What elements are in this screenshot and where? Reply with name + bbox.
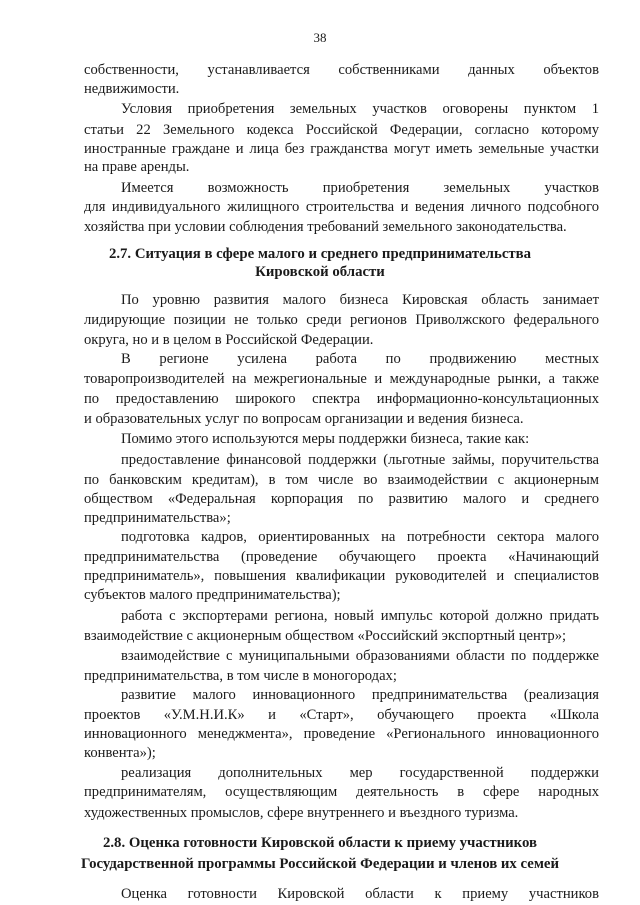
paragraph-line: собственности, устанавливается собственниками данных объектов <box>84 62 599 78</box>
page-number: 38 <box>313 30 327 45</box>
paragraph-line: развитие малого инновационного предпринимательства (реализация <box>121 687 599 703</box>
paragraph-line: субъектов малого предпринимательства); <box>84 587 341 603</box>
paragraph-line: лидирующие позиции не только среди регионов Приволжского федерального <box>84 312 599 328</box>
paragraph-line: По уровню развития малого бизнеса Кировская область занимает <box>121 292 599 308</box>
paragraph-line: округа, но и в целом в Российской Федерации. <box>84 332 374 348</box>
paragraph-line: статьи 22 Земельного кодекса Российской Федерации, согласно которому <box>84 122 599 138</box>
paragraph-line: работа с экспортерами региона, новый импульс которой должно придать <box>121 608 599 624</box>
paragraph-line: на праве аренды. <box>84 159 190 175</box>
paragraph-line: предоставление финансовой поддержки (льготные займы, поручительства <box>121 452 599 468</box>
paragraph-line: инновационного менеджмента», проведение «Регионального инновационного <box>84 726 599 742</box>
section-heading-line: 2.7. Ситуация в сфере малого и среднего предпринимательства <box>108 246 532 262</box>
paragraph-line: взаимодействие с акционерным обществом «Российский экспортный центр»; <box>84 628 567 644</box>
paragraph-line: проектов «У.М.Н.И.К» и «Старт», обучающего проекта «Школа <box>84 707 599 723</box>
paragraph-line: и образовательных услуг по вопросам организации и ведения бизнеса. <box>84 411 524 427</box>
paragraph-line: предпринимательства»; <box>84 510 231 526</box>
section-heading-line: Кировской области <box>255 264 385 280</box>
paragraph-line: Условия приобретения земельных участков оговорены пунктом 1 <box>121 101 599 117</box>
paragraph-line: хозяйства при условии соблюдения требований земельного законодательства. <box>84 219 567 235</box>
paragraph-line: В регионе усилена работа по продвижению местных <box>121 351 599 367</box>
paragraph-line: взаимодействие с муниципальными образованиями области по поддержке <box>121 648 599 664</box>
paragraph-line: предпринимательства, в том числе в моногородах; <box>84 668 397 684</box>
paragraph-line: художественных промыслов, сфере внутреннего и въездного туризма. <box>84 805 519 821</box>
paragraph-line: предприниматель», повышения квалификации руководителей и специалистов <box>84 568 599 584</box>
paragraph-line: Помимо этого используются меры поддержки бизнеса, такие как: <box>121 431 530 447</box>
paragraph-line: подготовка кадров, ориентированных на потребности сектора малого <box>121 529 599 545</box>
paragraph-line: предпринимателям, осуществляющим деятельность в сфере народных <box>84 784 599 800</box>
paragraph-line: конвента»); <box>84 745 156 761</box>
paragraph-line: реализация дополнительных мер государственной поддержки <box>121 765 599 781</box>
paragraph-line: по предоставлению широкого спектра информационно-консультационных <box>84 391 599 407</box>
paragraph-line: обществом «Федеральная корпорация по развитию малого и среднего <box>84 491 599 507</box>
section-heading-line: 2.8. Оценка готовности Кировской области к приему участников <box>102 835 538 851</box>
paragraph-line: недвижимости. <box>84 81 180 97</box>
paragraph-line: Оценка готовности Кировской области к приему участников <box>121 886 599 902</box>
paragraph-line: товаропроизводителей на межрегиональные и международные рынки, а также <box>84 371 599 387</box>
paragraph-line: по банковским кредитам), в том числе во взаимодействии с акционерным <box>84 472 599 488</box>
paragraph-line: иностранные граждане и лица без гражданства могут иметь земельные участки <box>84 141 599 157</box>
section-heading-line: Государственной программы Российской Федерации и членов их семей <box>80 856 560 872</box>
paragraph-line: для индивидуального жилищного строительства и ведения личного подсобного <box>84 199 599 215</box>
paragraph-line: предпринимательства (проведение обучающего проекта «Начинающий <box>84 549 599 565</box>
paragraph-line: Имеется возможность приобретения земельных участков <box>121 180 599 196</box>
